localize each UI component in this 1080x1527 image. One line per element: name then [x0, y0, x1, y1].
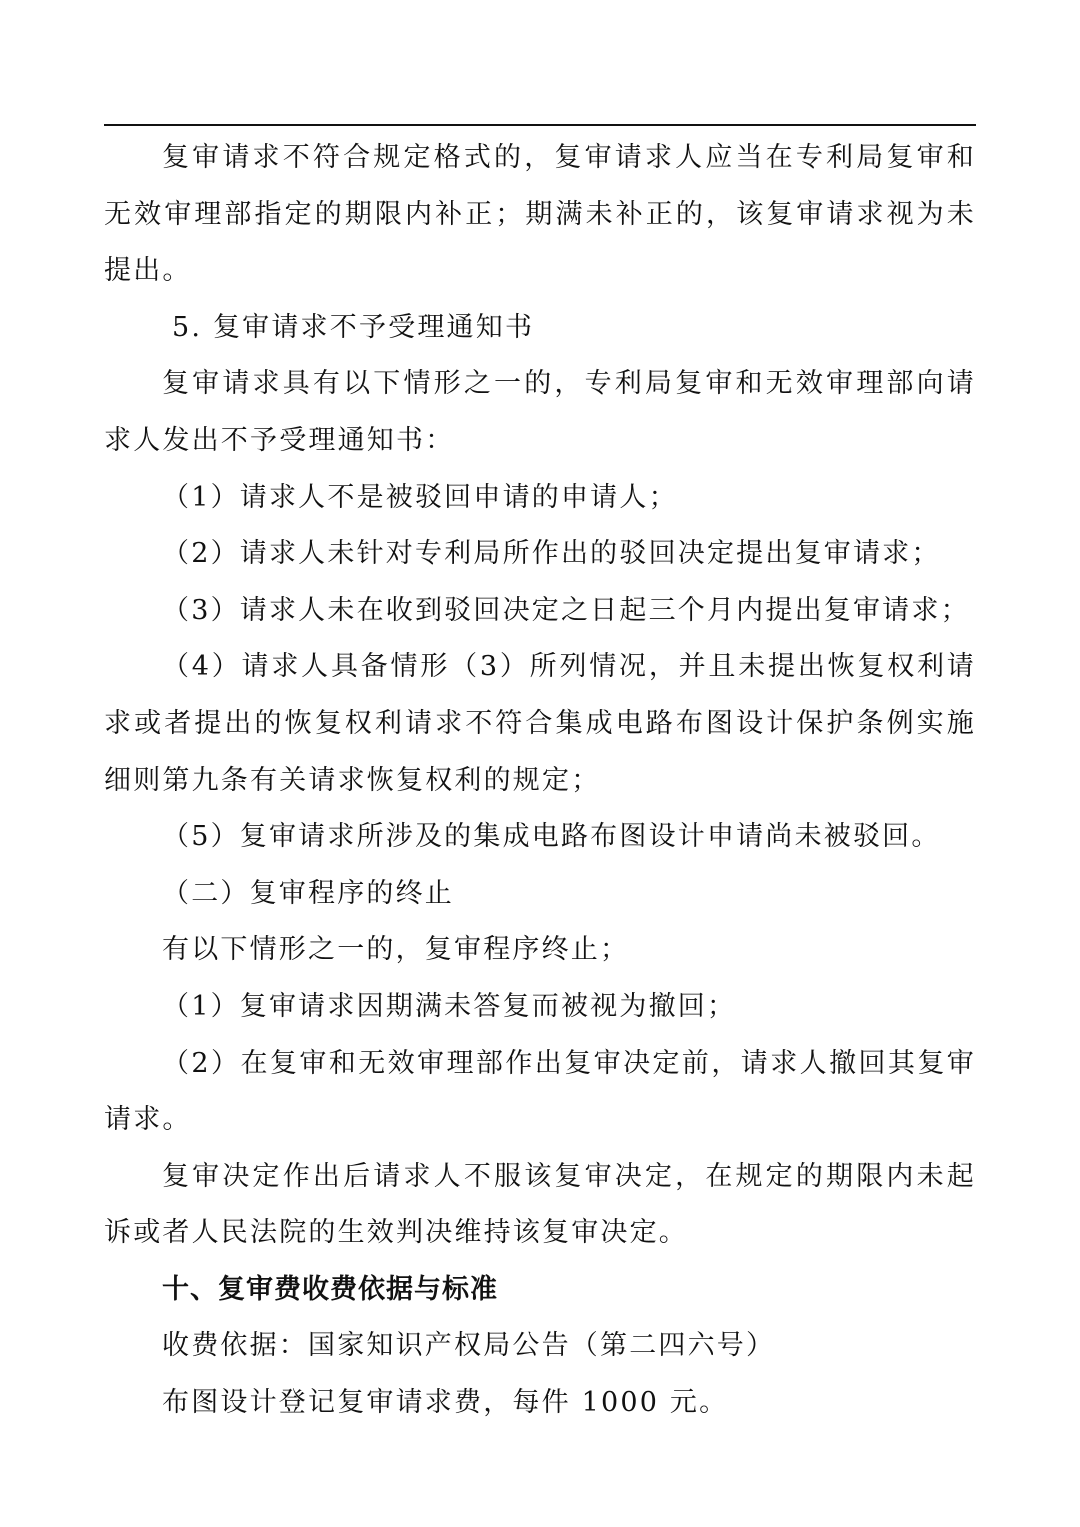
paragraph-decision-final: 复审决定作出后请求人不服该复审决定，在规定的期限内未起诉或者人民法院的生效判决维持该复审决定。 [104, 1160, 976, 1249]
list-item-condition-1: （1）请求人不是被驳回申请的申请人； [162, 481, 678, 513]
section-heading-fees: 十、复审费收费依据与标准 [162, 1273, 498, 1305]
section-heading-rejection-notice: 5. 复审请求不予受理通知书 [172, 311, 535, 343]
paragraph-fee-basis: 收费依据：国家知识产权局公告（第二四六号） [162, 1330, 776, 1362]
paragraph-termination-conditions: 有以下情形之一的，复审程序终止； [162, 934, 630, 966]
paragraph-rejection-conditions: 复审请求具有以下情形之一的，专利局复审和无效审理部向请求人发出不予受理通知书： [104, 368, 976, 456]
header-rule [104, 124, 976, 126]
paragraph-fee-amount: 布图设计登记复审请求费，每件 1000 元。 [162, 1387, 729, 1419]
list-item-condition-3: （3）请求人未在收到驳回决定之日起三个月内提出复审请求； [162, 594, 970, 626]
list-item-termination-2: （2）在复审和无效审理部作出复审决定前，请求人撤回其复审请求。 [104, 1047, 976, 1136]
list-item-condition-2: （2）请求人未针对专利局所作出的驳回决定提出复审请求； [162, 538, 941, 570]
list-item-termination-1: （1）复审请求因期满未答复而被视为撤回； [162, 990, 737, 1022]
section-heading-termination: （二）复审程序的终止 [162, 877, 454, 909]
list-item-condition-4: （4）请求人具备情形（3）所列情况，并且未提出恢复权利请求或者提出的恢复权利请求不符合集成电路布图设计保护条例实施细则第九条有关请求恢复权利的规定； [104, 651, 976, 796]
document-body [104, 130, 976, 1432]
paragraph-format-correction: 复审请求不符合规定格式的，复审请求人应当在专利局复审和无效审理部指定的期限内补正；期满未补正的，该复审请求视为未提出。 [104, 142, 976, 287]
list-item-condition-5: （5）复审请求所涉及的集成电路布图设计申请尚未被驳回。 [162, 821, 941, 853]
